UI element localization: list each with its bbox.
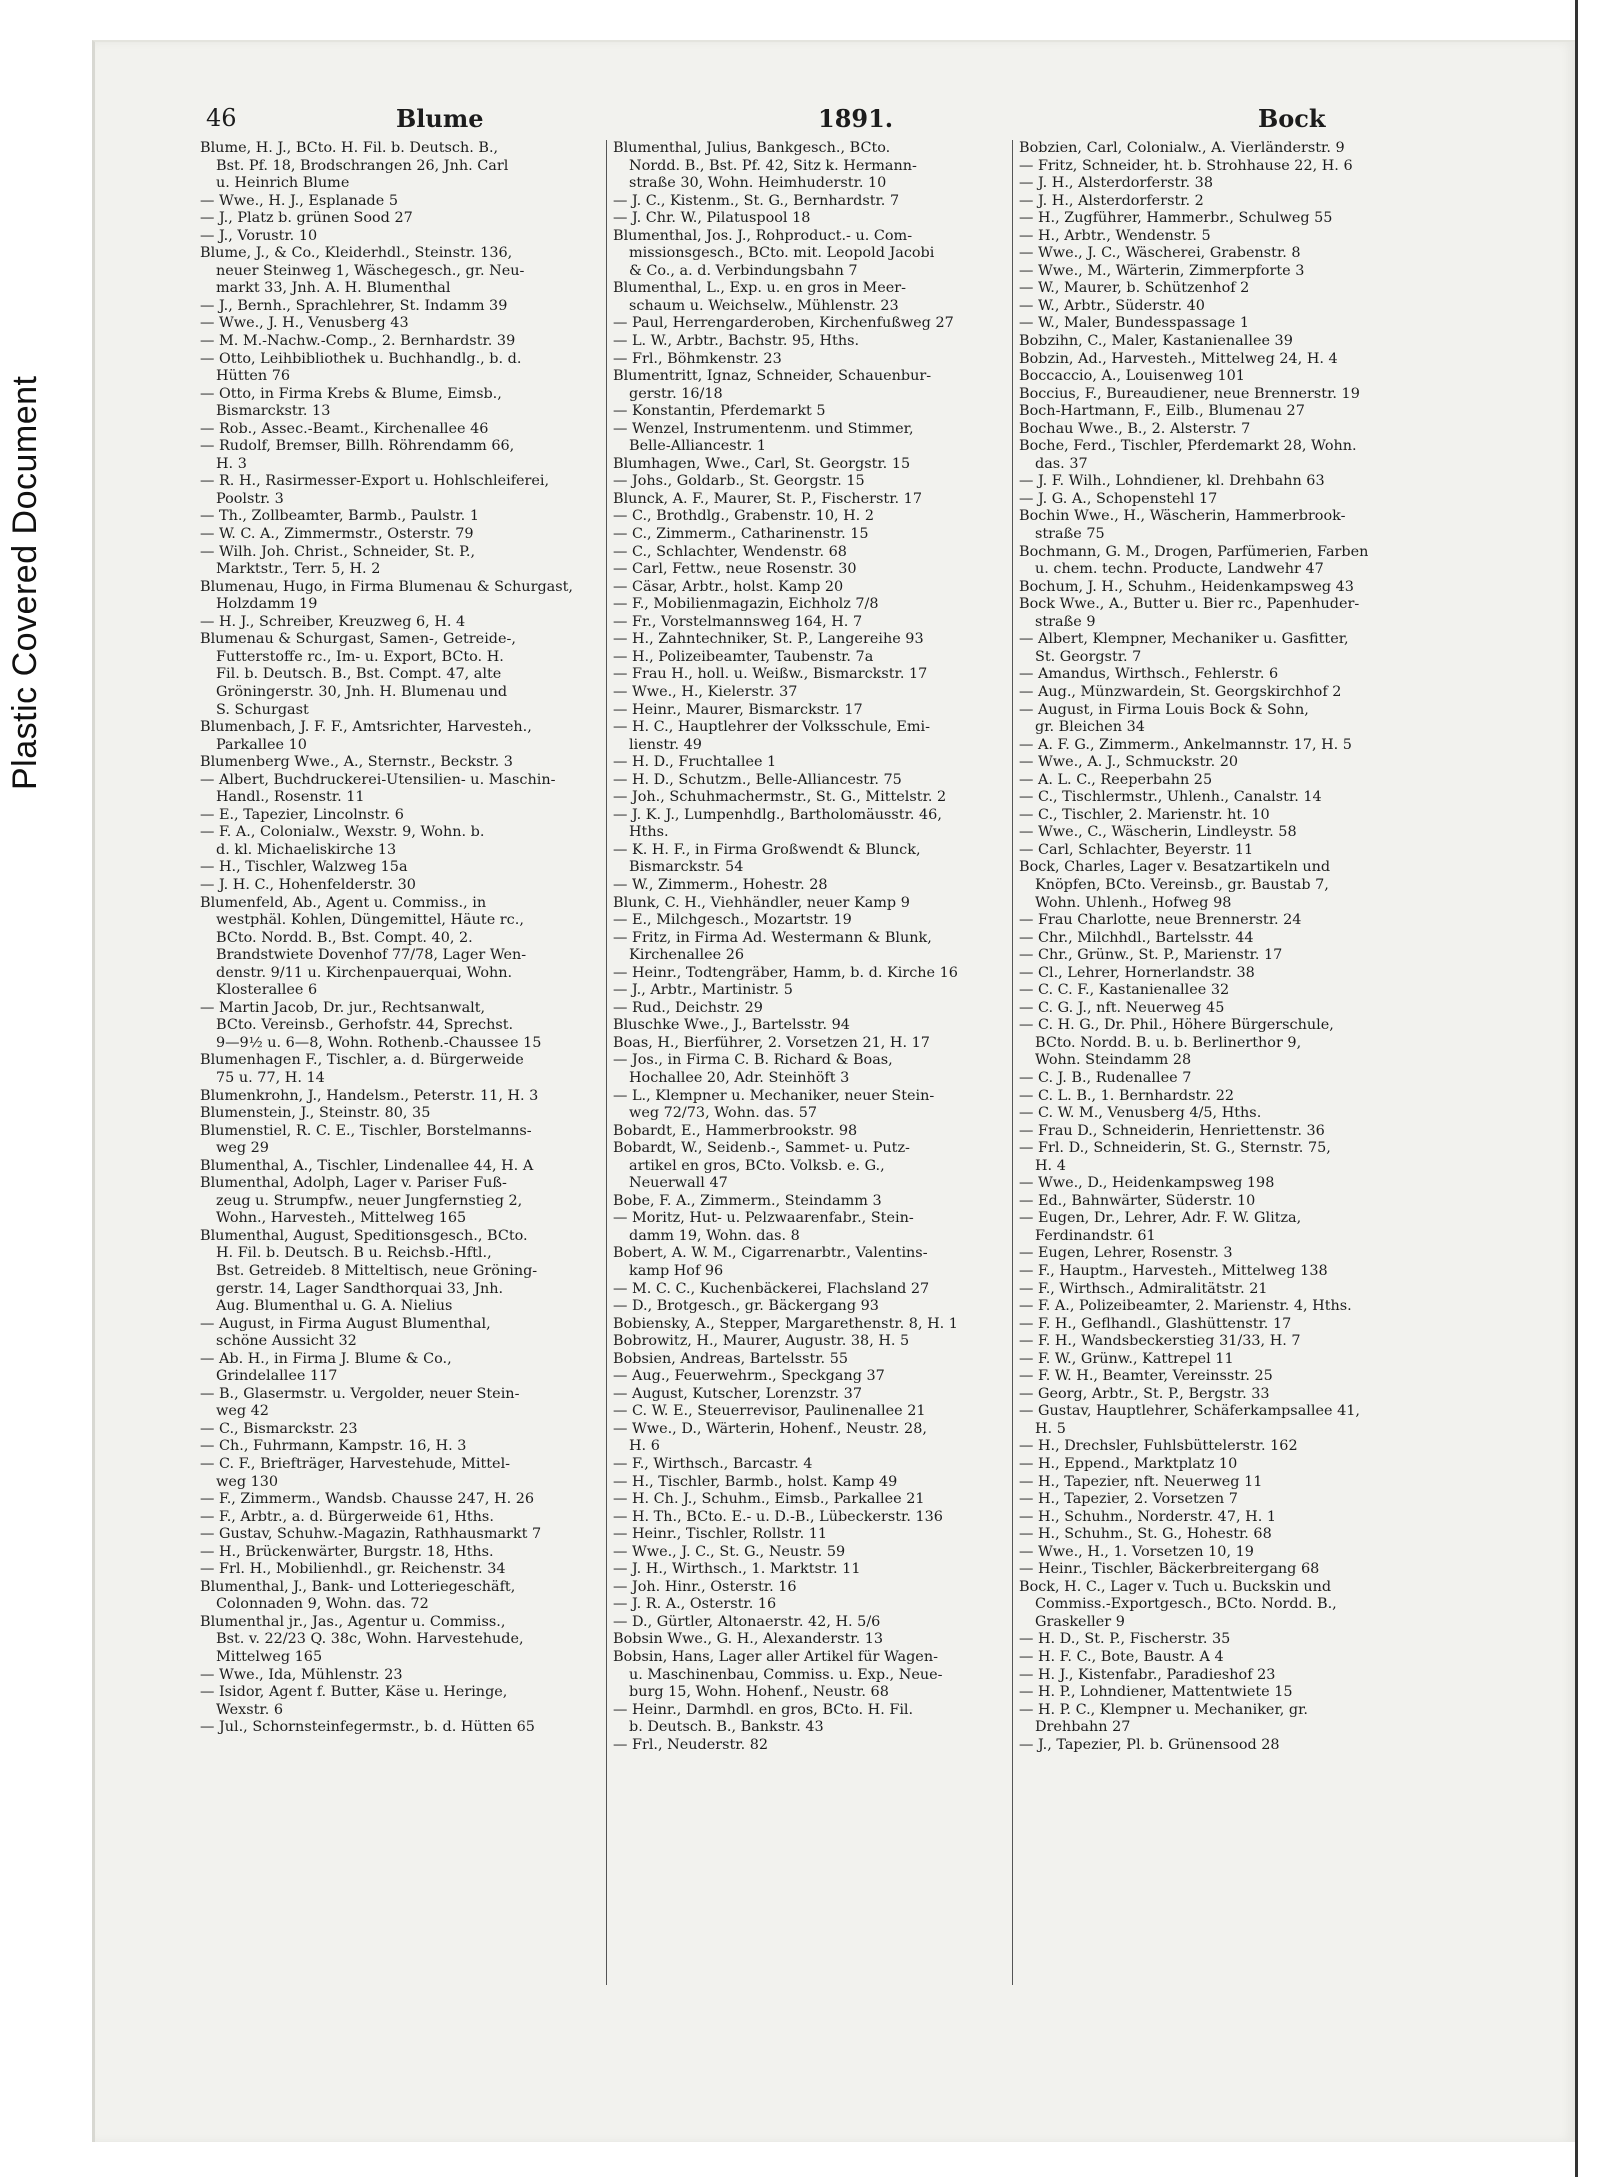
directory-entry: — H. J., Kistenfabr., Paradieshof 23	[1019, 1666, 1276, 1683]
directory-entry: — Gustav, Schuhw.-Magazin, Rathhausmarkt 7	[200, 1526, 542, 1543]
directory-entry: — H. Ch. J., Schuhm., Eimsb., Parkallee 21	[613, 1491, 925, 1508]
directory-entry: — F., Arbtr., a. d. Bürgerweide 61, Hths.	[200, 1508, 494, 1525]
directory-entry: — C., Schlachter, Wendenstr. 68	[613, 543, 847, 560]
entry-continuation: damm 19, Wohn. das. 8	[629, 1227, 800, 1244]
directory-entry: — August, Kutscher, Lorenzstr. 37	[613, 1385, 862, 1402]
directory-entry: — F. W., Grünw., Kattrepel 11	[1019, 1350, 1234, 1367]
directory-entry: Bobzihn, C., Maler, Kastanienallee 39	[1019, 333, 1293, 350]
directory-entry: Blume, J., & Co., Kleiderhdl., Steinstr. 136,	[200, 245, 513, 262]
directory-entry: Blume, H. J., BCto. H. Fil. b. Deutsch. B.,	[200, 140, 499, 156]
entry-continuation: Holzdamm 19	[216, 596, 318, 613]
directory-entry: — Wwe., C., Wäscherin, Lindleystr. 58	[1019, 824, 1297, 841]
entry-continuation: Gröningerstr. 30, Jnh. H. Blumenau und	[216, 683, 508, 700]
directory-entry: — Fr., Vorstelmannsweg 164, H. 7	[613, 613, 863, 630]
directory-entry: — Wwe., J. C., St. G., Neustr. 59	[613, 1543, 846, 1560]
directory-entry: Blumenthal, August, Speditionsgesch., BCto.	[200, 1227, 528, 1244]
directory-entry: Boas, H., Bierführer, 2. Vorsetzen 21, H. 17	[613, 1034, 930, 1051]
directory-entry: — August, in Firma Louis Bock & Sohn,	[1019, 701, 1309, 718]
directory-entry: — C. F., Briefträger, Harvestehude, Mittel-	[200, 1456, 511, 1473]
directory-columns	[200, 140, 1390, 1985]
entry-continuation: burg 15, Wohn. Hohenf., Neustr. 68	[629, 1684, 889, 1701]
directory-entry: — E., Milchgesch., Mozartstr. 19	[613, 912, 852, 929]
directory-entry: Bobrowitz, H., Maurer, Augustr. 38, H. 5	[613, 1333, 910, 1350]
directory-entry: — C., Bismarckstr. 23	[200, 1420, 358, 1437]
directory-entry: — E., Tapezier, Lincolnstr. 6	[200, 806, 404, 823]
directory-entry: Blumenstein, J., Steinstr. 80, 35	[200, 1105, 431, 1122]
directory-entry: Blumenau & Schurgast, Samen-, Getreide-,	[200, 631, 516, 648]
directory-entry: — Wwe., A. J., Schmuckstr. 20	[1019, 754, 1239, 771]
directory-entry: — M. C. C., Kuchenbäckerei, Flachsland 27	[613, 1280, 930, 1297]
directory-entry: Boccaccio, A., Louisenweg 101	[1019, 368, 1245, 385]
entry-continuation: straße 30, Wohn. Heimhuderstr. 10	[629, 175, 887, 192]
directory-entry: — J. R. A., Osterstr. 16	[613, 1596, 777, 1613]
directory-entry: — A. L. C., Reeperbahn 25	[1019, 771, 1213, 788]
directory-entry: Bochmann, G. M., Drogen, Parfümerien, Farben	[1019, 543, 1369, 560]
directory-entry: Boch-Hartmann, F., Eilb., Blumenau 27	[1019, 403, 1305, 420]
directory-entry: — Cäsar, Arbtr., holst. Kamp 20	[613, 578, 844, 595]
entry-continuation: Hochallee 20, Adr. Steinhöft 3	[629, 1069, 850, 1086]
directory-entry: Blumenfeld, Ab., Agent u. Commiss., in	[200, 894, 487, 911]
entry-continuation: BCto. Vereinsb., Gerhofstr. 44, Sprechst.	[216, 1017, 514, 1034]
directory-entry: — Heinr., Todtengräber, Hamm, b. d. Kirche 16	[613, 964, 958, 981]
directory-entry: — Frl. H., Mobilienhdl., gr. Reichenstr. 34	[200, 1561, 506, 1578]
entry-continuation: weg 42	[216, 1403, 269, 1420]
directory-entry: Blumenstiel, R. C. E., Tischler, Borstelmanns-	[200, 1122, 532, 1139]
directory-entry: — F., Mobilienmagazin, Eichholz 7/8	[613, 596, 879, 613]
entry-continuation: Bst. Getreideb. 8 Mitteltisch, neue Gröning-	[216, 1263, 538, 1279]
directory-entry: — Otto, Leihbibliothek u. Buchhandlg., b. d.	[200, 350, 522, 367]
directory-entry: Blumenkrohn, J., Handelsm., Peterstr. 11, H. 3	[200, 1087, 539, 1104]
directory-entry: Blumenberg Wwe., A., Sternstr., Beckstr. 3	[200, 754, 513, 771]
entry-continuation: Belle-Alliancestr. 1	[629, 438, 767, 455]
directory-entry: — Wilh. Joh. Christ., Schneider, St. P.,	[200, 543, 476, 560]
directory-entry: — W. C. A., Zimmermstr., Osterstr. 79	[200, 526, 474, 543]
entry-continuation: Drehbahn 27	[1035, 1719, 1131, 1736]
directory-entry: — Wwe., J. C., Wäscherei, Grabenstr. 8	[1019, 245, 1301, 262]
directory-entry: — Rob., Assec.-Beamt., Kirchenallee 46	[200, 420, 489, 437]
directory-entry: — C., Tischlermstr., Uhlenh., Canalstr. 14	[1019, 789, 1322, 806]
directory-entry: — Albert, Klempner, Mechaniker u. Gasfitter,	[1019, 631, 1349, 648]
entry-continuation: Wexstr. 6	[216, 1701, 284, 1718]
directory-entry: Bobardt, E., Hammerbrookstr. 98	[613, 1122, 858, 1139]
directory-entry: — Th., Zollbeamter, Barmb., Paulstr. 1	[200, 508, 479, 525]
directory-entry: Blumenthal, Julius, Bankgesch., BCto.	[613, 140, 891, 156]
entry-continuation: & Co., a. d. Verbindungsbahn 7	[629, 262, 858, 279]
directory-entry: — Heinr., Tischler, Rollstr. 11	[613, 1526, 828, 1543]
directory-entry: — Frau D., Schneiderin, Henriettenstr. 36	[1019, 1122, 1325, 1139]
directory-entry: — D., Gürtler, Altonaerstr. 42, H. 5/6	[613, 1613, 881, 1630]
entry-continuation: denstr. 9/11 u. Kirchenpauerquai, Wohn.	[216, 964, 513, 981]
entry-continuation: Parkallee 10	[216, 736, 307, 753]
directory-entry: Blunk, C. H., Viehhändler, neuer Kamp 9	[613, 894, 910, 911]
entry-continuation: Bst. v. 22/23 Q. 38c, Wohn. Harvestehude,	[216, 1631, 524, 1648]
directory-entry: — Cl., Lehrer, Hornerlandstr. 38	[1019, 964, 1255, 981]
directory-entry: Bock, Charles, Lager v. Besatzartikeln und	[1019, 859, 1331, 876]
directory-entry: — H. D., Fruchtallee 1	[613, 754, 777, 771]
header-last-word: Bock	[1258, 104, 1326, 133]
directory-entry: — C., Brothdlg., Grabenstr. 10, H. 2	[613, 508, 874, 525]
entry-continuation: schaum u. Weichselw., Mühlenstr. 23	[629, 297, 899, 314]
entry-continuation: u. Maschinenbau, Commiss. u. Exp., Neue-	[629, 1666, 943, 1683]
directory-entry: — Wwe., H. J., Esplanade 5	[200, 192, 398, 209]
directory-entry: — Frl. D., Schneiderin, St. G., Sternstr. 75,	[1019, 1140, 1331, 1157]
entry-continuation: H. 3	[216, 455, 247, 472]
directory-entry: Bock, H. C., Lager v. Tuch u. Buckskin und	[1019, 1578, 1332, 1595]
entry-continuation: b. Deutsch. B., Bankstr. 43	[629, 1719, 824, 1736]
directory-entry: — Wwe., D., Heidenkampsweg 198	[1019, 1175, 1275, 1192]
directory-entry: — J. H., Wirthsch., 1. Marktstr. 11	[613, 1561, 861, 1578]
directory-entry: Blunck, A. F., Maurer, St. P., Fischerstr. 17	[613, 490, 922, 507]
directory-entry: — Wwe., D., Wärterin, Hohenf., Neustr. 28,	[613, 1420, 927, 1437]
entry-continuation: BCto. Nordd. B. u. b. Berlinerthor 9,	[1035, 1034, 1302, 1051]
directory-entry: Blumenthal, Adolph, Lager v. Pariser Fuß-	[200, 1175, 507, 1192]
directory-entry: — H., Tischler, Barmb., holst. Kamp 49	[613, 1473, 898, 1490]
entry-continuation: missionsgesch., BCto. mit. Leopold Jacobi	[629, 245, 935, 262]
directory-entry: — C. L. B., 1. Bernhardstr. 22	[1019, 1087, 1235, 1104]
entry-continuation: straße 9	[1035, 613, 1096, 630]
directory-entry: — R. H., Rasirmesser-Export u. Hohlschleiferei,	[200, 473, 550, 490]
directory-entry: Blumenthal, L., Exp. u. en gros in Meer-	[613, 280, 906, 297]
directory-entry: — Carl, Schlachter, Beyerstr. 11	[1019, 841, 1254, 858]
directory-entry: — C. W. E., Steuerrevisor, Paulinenallee 21	[613, 1403, 926, 1420]
directory-entry: Bochau Wwe., B., 2. Alsterstr. 7	[1019, 420, 1251, 437]
directory-entry: — Frau Charlotte, neue Brennerstr. 24	[1019, 912, 1302, 929]
directory-entry: — Carl, Fettw., neue Rosenstr. 30	[613, 561, 857, 578]
directory-entry: — J. H., Alsterdorferstr. 2	[1019, 192, 1204, 209]
column-2	[606, 140, 995, 1985]
directory-entry: Blumenthal, J., Bank- und Lotteriegeschäft,	[200, 1578, 516, 1595]
entry-continuation: 9—9½ u. 6—8, Wohn. Rothenb.-Chaussee 15	[216, 1034, 542, 1051]
entry-continuation: d. kl. Michaeliskirche 13	[216, 841, 397, 858]
directory-entry: — H., Arbtr., Wendenstr. 5	[1019, 227, 1211, 244]
directory-entry: Bobsin, Hans, Lager aller Artikel für Wagen-	[613, 1649, 938, 1666]
directory-entry: — C. W. M., Venusberg 4/5, Hths.	[1019, 1105, 1262, 1122]
directory-entry: — Heinr., Darmhdl. en gros, BCto. H. Fil.	[613, 1701, 914, 1718]
directory-entry: — F., Wirthsch., Barcastr. 4	[613, 1456, 813, 1473]
directory-entry: Bobzien, Carl, Colonialw., A. Vierländerstr. 9	[1019, 140, 1345, 156]
directory-entry: — Moritz, Hut- u. Pelzwaarenfabr., Stein-	[613, 1210, 914, 1227]
directory-entry: Boche, Ferd., Tischler, Pferdemarkt 28, Wohn.	[1019, 438, 1357, 455]
directory-entry: — J., Bernh., Sprachlehrer, St. Indamm 39	[200, 297, 508, 314]
directory-entry: — B., Glasermstr. u. Vergolder, neuer Stein-	[200, 1385, 520, 1402]
entry-continuation: Neuerwall 47	[629, 1175, 728, 1192]
directory-entry: — H. C., Hauptlehrer der Volksschule, Emi-	[613, 719, 931, 736]
entry-continuation: Mittelweg 165	[216, 1649, 323, 1666]
directory-entry: — Wenzel, Instrumentenm. und Stimmer,	[613, 420, 914, 437]
entry-continuation: artikel en gros, BCto. Volksb. e. G.,	[629, 1157, 885, 1174]
directory-entry: Blumenau, Hugo, in Firma Blumenau & Schurgast,	[200, 578, 573, 595]
directory-entry: — H., Schuhm., Norderstr. 47, H. 1	[1019, 1508, 1276, 1525]
directory-entry: Blumenthal jr., Jas., Agentur u. Commiss.,	[200, 1613, 506, 1630]
directory-entry: — W., Arbtr., Süderstr. 40	[1019, 297, 1205, 314]
directory-entry: Bochum, J. H., Schuhm., Heidenkampsweg 43	[1019, 578, 1354, 595]
directory-entry: — H., Tischler, Walzweg 15a	[200, 859, 408, 876]
directory-entry: Bobiensky, A., Stepper, Margarethenstr. 8, H. 1	[613, 1315, 958, 1332]
directory-entry: — C. G. J., nft. Neuerweg 45	[1019, 999, 1225, 1016]
entry-continuation: H. 5	[1035, 1420, 1066, 1437]
directory-entry: — Rudolf, Bremser, Billh. Röhrendamm 66,	[200, 438, 515, 455]
entry-continuation: Brandstwiete Dovenhof 77/78, Lager Wen-	[216, 947, 527, 964]
directory-entry: Bobe, F. A., Zimmerm., Steindamm 3	[613, 1192, 882, 1209]
directory-entry: — H., Tapezier, 2. Vorsetzen 7	[1019, 1491, 1238, 1508]
page-number: 46	[206, 104, 237, 132]
directory-entry: Blumenhagen F., Tischler, a. d. Bürgerweide	[200, 1052, 524, 1069]
entry-continuation: Wohn., Harvesteh., Mittelweg 165	[216, 1210, 467, 1227]
directory-entry: — C. J. B., Rudenallee 7	[1019, 1069, 1192, 1086]
entry-continuation: Bismarckstr. 13	[216, 403, 331, 420]
directory-entry: Bobsien, Andreas, Bartelsstr. 55	[613, 1350, 848, 1367]
entry-continuation: 75 u. 77, H. 14	[216, 1069, 325, 1086]
directory-entry: — J. C., Kistenm., St. G., Bernhardstr. 7	[613, 192, 900, 209]
directory-entry: — Eugen, Dr., Lehrer, Adr. F. W. Glitza,	[1019, 1210, 1302, 1227]
entry-continuation: Hütten 76	[216, 368, 291, 385]
directory-entry: — J., Vorustr. 10	[200, 227, 318, 244]
directory-entry: Blumenthal, Jos. J., Rohproduct.- u. Com-	[613, 227, 913, 244]
directory-entry: — Martin Jacob, Dr. jur., Rechtsanwalt,	[200, 999, 486, 1016]
entry-continuation: neuer Steinweg 1, Wäschegesch., gr. Neu-	[216, 262, 525, 279]
entry-continuation: Wohn. Steindamm 28	[1035, 1052, 1192, 1069]
entry-continuation: Kirchenallee 26	[629, 947, 745, 964]
running-header	[98, 60, 1328, 133]
directory-entry: Bluschke Wwe., J., Bartelsstr. 94	[613, 1017, 850, 1034]
directory-entry: — Heinr., Tischler, Bäckerbreitergang 68	[1019, 1561, 1320, 1578]
directory-entry: Blumentritt, Ignaz, Schneider, Schauenbur-	[613, 368, 932, 385]
directory-entry: — H., Zugführer, Hammerbr., Schulweg 55	[1019, 210, 1333, 227]
entry-continuation: gr. Bleichen 34	[1035, 719, 1145, 736]
directory-entry: — H. P. C., Klempner u. Mechaniker, gr.	[1019, 1701, 1308, 1718]
directory-entry: — F. A., Colonialw., Wexstr. 9, Wohn. b.	[200, 824, 485, 841]
entry-continuation: u. chem. techn. Producte, Landwehr 47	[1035, 561, 1324, 578]
entry-continuation: straße 75	[1035, 526, 1105, 543]
entry-continuation: Nordd. B., Bst. Pf. 42, Sitz k. Hermann-	[629, 157, 917, 174]
entry-continuation: Knöpfen, BCto. Vereinsb., gr. Baustab 7,	[1035, 876, 1329, 893]
directory-entry: — J. H. C., Hohenfelderstr. 30	[200, 876, 416, 893]
entry-continuation: H. 6	[629, 1438, 660, 1455]
directory-entry: — Chr., Milchhdl., Bartelsstr. 44	[1019, 929, 1254, 946]
directory-entry: — W., Zimmerm., Hohestr. 28	[613, 876, 828, 893]
directory-entry: Bobzin, Ad., Harvesteh., Mittelweg 24, H. 4	[1019, 350, 1338, 367]
entry-continuation: weg 72/73, Wohn. das. 57	[629, 1105, 818, 1122]
directory-entry: Blumenbach, J. F. F., Amtsrichter, Harvesteh.,	[200, 719, 532, 736]
directory-entry: — F., Wirthsch., Admiralitätstr. 21	[1019, 1280, 1268, 1297]
directory-entry: — W., Maler, Bundesspassage 1	[1019, 315, 1250, 332]
directory-entry: — H. F. C., Bote, Baustr. A 4	[1019, 1649, 1224, 1666]
directory-entry: — Albert, Buchdruckerei-Utensilien- u. Maschin-	[200, 771, 556, 788]
directory-entry: — Wwe., Ida, Mühlenstr. 23	[200, 1666, 403, 1683]
entry-continuation: Graskeller 9	[1035, 1613, 1125, 1630]
directory-entry: — Jul., Schornsteinfegermstr., b. d. Hütten 65	[200, 1719, 535, 1736]
directory-entry: — Wwe., M., Wärterin, Zimmerpforte 3	[1019, 262, 1305, 279]
directory-entry: — Ch., Fuhrmann, Kampstr. 16, H. 3	[200, 1438, 467, 1455]
entry-continuation: Klosterallee 6	[216, 982, 318, 999]
entry-continuation: Marktstr., Terr. 5, H. 2	[216, 561, 381, 578]
directory-entry: — Joh., Schuhmachermstr., St. G., Mittelstr. 2	[613, 789, 947, 806]
directory-entry: — F. W. H., Beamter, Vereinsstr. 25	[1019, 1368, 1273, 1385]
entry-continuation: H. Fil. b. Deutsch. B u. Reichsb.-Hftl.,	[216, 1245, 492, 1262]
directory-entry: Boccius, F., Bureaudiener, neue Brennerstr. 19	[1019, 385, 1360, 402]
entry-continuation: Colonnaden 9, Wohn. das. 72	[216, 1596, 429, 1613]
directory-entry: — W., Maurer, b. Schützenhof 2	[1019, 280, 1250, 297]
entry-continuation: Ferdinandstr. 61	[1035, 1227, 1156, 1244]
directory-entry: — H., Zahntechniker, St. P., Langereihe 93	[613, 631, 924, 648]
entry-continuation: Bst. Pf. 18, Brodschrangen 26, Jnh. Carl	[216, 157, 509, 174]
entry-continuation: gerstr. 14, Lager Sandthorquai 33, Jnh.	[216, 1280, 504, 1297]
directory-entry: — Fritz, in Firma Ad. Westermann & Blunk,	[613, 929, 932, 946]
entry-continuation: kamp Hof 96	[629, 1263, 724, 1279]
directory-entry: — Ed., Bahnwärter, Süderstr. 10	[1019, 1192, 1256, 1209]
directory-entry: — J. Chr. W., Pilatuspool 18	[613, 210, 811, 227]
directory-entry: — C. C. F., Kastanienallee 32	[1019, 982, 1230, 999]
directory-entry: — H., Eppend., Marktplatz 10	[1019, 1456, 1238, 1473]
entry-continuation: BCto. Nordd. B., Bst. Compt. 40, 2.	[216, 929, 473, 946]
directory-entry: — Georg, Arbtr., St. P., Bergstr. 33	[1019, 1385, 1270, 1402]
directory-entry: — H. Th., BCto. E.- u. D.-B., Lübeckerstr. 136	[613, 1508, 943, 1525]
directory-entry: — H. J., Schreiber, Kreuzweg 6, H. 4	[200, 613, 466, 630]
entry-continuation: schöne Aussicht 32	[216, 1333, 357, 1350]
directory-entry: — Rud., Deichstr. 29	[613, 999, 763, 1016]
directory-entry: — J. G. A., Schopenstehl 17	[1019, 490, 1218, 507]
entry-continuation: Hths.	[629, 824, 669, 841]
directory-entry: — August, in Firma August Blumenthal,	[200, 1315, 491, 1332]
column-3	[1012, 140, 1397, 1985]
entry-continuation: das. 37	[1035, 455, 1088, 472]
directory-entry: — Wwe., H., Kielerstr. 37	[613, 683, 798, 700]
entry-continuation: Futterstoffe rc., Im- u. Export, BCto. H.	[216, 648, 504, 665]
directory-entry: — Amandus, Wirthsch., Fehlerstr. 6	[1019, 666, 1279, 683]
side-label-text: Plastic Covered Document	[6, 375, 44, 790]
entry-continuation: Grindelallee 117	[216, 1368, 338, 1385]
directory-entry: — F. H., Geflhandl., Glashüttenstr. 17	[1019, 1315, 1292, 1332]
directory-entry: — A. F. G., Zimmerm., Ankelmannstr. 17, H. 5	[1019, 736, 1352, 753]
directory-entry: — C. H. G., Dr. Phil., Höhere Bürgerschule,	[1019, 1017, 1334, 1034]
directory-entry: — J. H., Alsterdorferstr. 38	[1019, 175, 1213, 192]
entry-continuation: Wohn. Uhlenh., Hofweg 98	[1035, 894, 1232, 911]
entry-continuation: Bismarckstr. 54	[629, 859, 744, 876]
directory-entry: Bobardt, W., Seidenb.-, Sammet- u. Putz-	[613, 1140, 910, 1157]
directory-entry: — D., Brotgesch., gr. Bäckergang 93	[613, 1298, 879, 1315]
entry-continuation: Aug. Blumenthal u. G. A. Nielius	[216, 1298, 453, 1315]
directory-entry: Blumenthal, A., Tischler, Lindenallee 44, H. A	[200, 1157, 534, 1174]
entry-continuation: weg 29	[216, 1140, 269, 1157]
directory-entry: — J., Tapezier, Pl. b. Grünensood 28	[1019, 1736, 1280, 1753]
entry-continuation: Handl., Rosenstr. 11	[216, 789, 365, 806]
directory-entry: — Fritz, Schneider, ht. b. Strohhause 22, H. 6	[1019, 157, 1353, 174]
directory-entry: — Isidor, Agent f. Butter, Käse u. Heringe,	[200, 1684, 508, 1701]
directory-entry: Bock Wwe., A., Butter u. Bier rc., Papenhuder-	[1019, 596, 1360, 613]
directory-entry: — H. D., St. P., Fischerstr. 35	[1019, 1631, 1231, 1648]
directory-entry: — K. H. F., in Firma Großwendt & Blunck,	[613, 841, 921, 858]
directory-entry: — J., Platz b. grünen Sood 27	[200, 210, 413, 227]
directory-entry: — H., Drechsler, Fuhlsbüttelerstr. 162	[1019, 1438, 1298, 1455]
directory-entry: — Frl., Neuderstr. 82	[613, 1736, 769, 1753]
entry-continuation: gerstr. 16/18	[629, 385, 723, 402]
directory-entry: — Wwe., H., 1. Vorsetzen 10, 19	[1019, 1543, 1254, 1560]
entry-continuation: Fil. b. Deutsch. B., Bst. Compt. 47, alte	[216, 666, 502, 683]
directory-entry: — Gustav, Hauptlehrer, Schäferkampsallee 41,	[1019, 1403, 1360, 1420]
header-first-word: Blume	[396, 104, 484, 133]
directory-entry: — Ab. H., in Firma J. Blume & Co.,	[200, 1350, 452, 1367]
entry-continuation: S. Schurgast	[216, 701, 309, 718]
directory-entry: — H. P., Lohndiener, Mattentwiete 15	[1019, 1684, 1293, 1701]
directory-entry: — Chr., Grünw., St. P., Marienstr. 17	[1019, 947, 1283, 964]
entry-continuation: zeug u. Strumpfw., neuer Jungfernstieg 2,	[216, 1192, 523, 1209]
directory-entry: — F., Zimmerm., Wandsb. Chausse 247, H. 26	[200, 1491, 535, 1508]
directory-entry: — Aug., Münzwardein, St. Georgskirchhof 2	[1019, 683, 1342, 700]
column-1	[200, 140, 588, 1985]
entry-continuation: westphäl. Kohlen, Düngemittel, Häute rc.,	[216, 912, 524, 929]
directory-entry: — C., Zimmerm., Catharinenstr. 15	[613, 526, 869, 543]
directory-entry: — Jos., in Firma C. B. Richard & Boas,	[613, 1052, 893, 1069]
directory-entry: Blumhagen, Wwe., Carl, St. Georgstr. 15	[613, 455, 911, 472]
entry-continuation: markt 33, Jnh. A. H. Blumenthal	[216, 280, 451, 297]
entry-continuation: Commiss.-Exportgesch., BCto. Nordd. B.,	[1035, 1596, 1337, 1613]
directory-entry: — Otto, in Firma Krebs & Blume, Eimsb.,	[200, 385, 502, 402]
entry-continuation: lienstr. 49	[629, 736, 702, 753]
directory-entry: — H. D., Schutzm., Belle-Alliancestr. 75	[613, 771, 902, 788]
directory-entry: — Johs., Goldarb., St. Georgstr. 15	[613, 473, 865, 490]
directory-entry: — H., Polizeibeamter, Taubenstr. 7a	[613, 648, 874, 665]
directory-entry: — Eugen, Lehrer, Rosenstr. 3	[1019, 1245, 1233, 1262]
directory-entry: — L. W., Arbtr., Bachstr. 95, Hths.	[613, 333, 860, 350]
page-edge	[1575, 0, 1590, 2177]
directory-entry: — Joh. Hinr., Osterstr. 16	[613, 1578, 797, 1595]
header-year: 1891.	[818, 104, 894, 133]
directory-entry: — J. F. Wilh., Lohndiener, kl. Drehbahn 63	[1019, 473, 1325, 490]
entry-continuation: u. Heinrich Blume	[216, 175, 350, 192]
directory-entry: — H., Tapezier, nft. Neuerweg 11	[1019, 1473, 1263, 1490]
entry-continuation: weg 130	[216, 1473, 279, 1490]
directory-entry: — Paul, Herrengarderoben, Kirchenfußweg 27	[613, 315, 954, 332]
directory-entry: — Wwe., J. H., Venusberg 43	[200, 315, 409, 332]
directory-entry: — M. M.-Nachw.-Comp., 2. Bernhardstr. 39	[200, 333, 516, 350]
directory-entry: — Frl., Böhmkenstr. 23	[613, 350, 782, 367]
entry-continuation: H. 4	[1035, 1157, 1066, 1174]
directory-entry: — L., Klempner u. Mechaniker, neuer Stein-	[613, 1087, 935, 1104]
directory-entry: — Konstantin, Pferdemarkt 5	[613, 403, 826, 420]
directory-entry: Bochin Wwe., H., Wäscherin, Hammerbrook-	[1019, 508, 1346, 525]
directory-entry: — Aug., Feuerwehrm., Speckgang 37	[613, 1368, 885, 1385]
directory-entry: — F. A., Polizeibeamter, 2. Marienstr. 4, Hths.	[1019, 1298, 1352, 1315]
directory-entry: — J. K. J., Lumpenhdlg., Bartholomäusstr. 46,	[613, 806, 942, 823]
directory-entry: — J., Arbtr., Martinistr. 5	[613, 982, 793, 999]
entry-continuation: Poolstr. 3	[216, 490, 284, 507]
directory-entry: Bobert, A. W. M., Cigarrenarbtr., Valentins-	[613, 1245, 928, 1262]
directory-entry: — C., Tischler, 2. Marienstr. ht. 10	[1019, 806, 1270, 823]
directory-entry: — F. H., Wandsbeckerstieg 31/33, H. 7	[1019, 1333, 1301, 1350]
directory-entry: — F., Hauptm., Harvesteh., Mittelweg 138	[1019, 1263, 1328, 1279]
directory-entry: — H., Schuhm., St. G., Hohestr. 68	[1019, 1526, 1272, 1543]
entry-continuation: St. Georgstr. 7	[1035, 648, 1142, 665]
directory-entry: — Heinr., Maurer, Bismarckstr. 17	[613, 701, 863, 718]
directory-entry: Bobsin Wwe., G. H., Alexanderstr. 13	[613, 1631, 884, 1648]
directory-entry: — H., Brückenwärter, Burgstr. 18, Hths.	[200, 1543, 494, 1560]
directory-entry: — Frau H., holl. u. Weißw., Bismarckstr. 17	[613, 666, 928, 683]
